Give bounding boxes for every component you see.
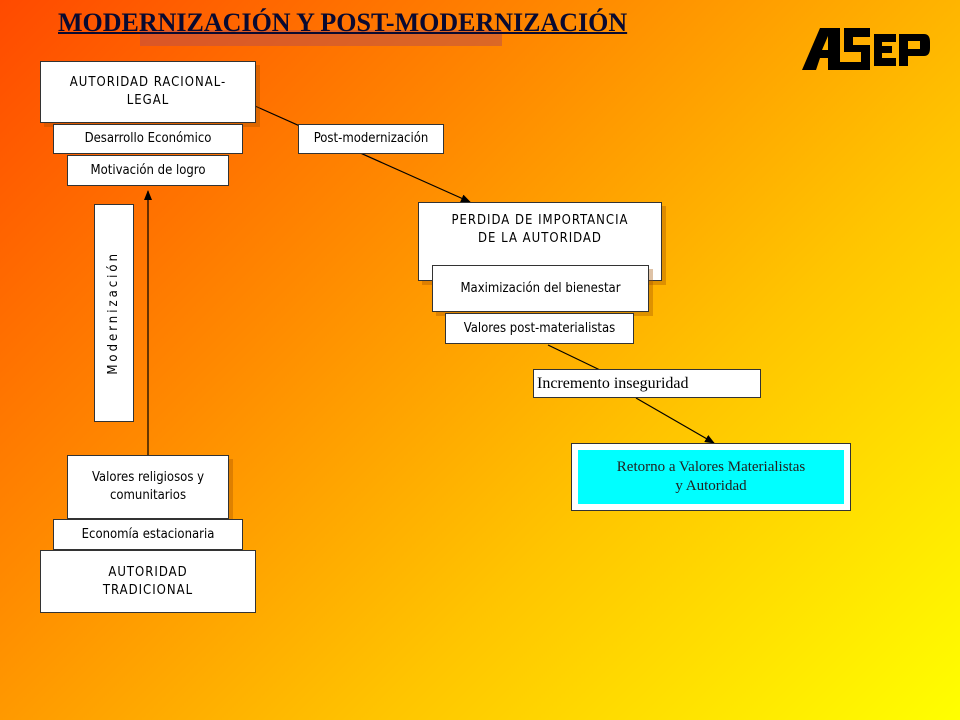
line-to-incremento — [548, 345, 600, 370]
node-perdida-line2: DE LA AUTORIDAD — [478, 230, 602, 246]
node-autoridad-tradicional — [40, 550, 256, 613]
node-maximizacion-bienestar: Maximización del bienestar — [432, 265, 649, 312]
node-retorno-materialistas — [571, 443, 851, 511]
node-autoridad-tradicional-line2: TRADICIONAL — [102, 582, 194, 598]
node-desarrollo-economico: Desarrollo Económico — [53, 124, 243, 154]
node-retorno-line2: y Autoridad — [675, 478, 747, 494]
node-economia-estacionaria: Economía estacionaria — [53, 519, 243, 550]
page-title: MODERNIZACIÓN Y POST-MODERNIZACIÓN — [58, 8, 628, 37]
node-retorno-line1: Retorno a Valores Materialistas — [616, 459, 806, 476]
node-modernizacion — [94, 204, 134, 422]
node-autoridad-tradicional-line1: AUTORIDAD — [108, 564, 188, 580]
node-autoridad-racional-line2: LEGAL — [126, 93, 170, 108]
node-retorno-inner — [578, 450, 844, 504]
node-valores-religiosos-line2: comunitarios — [109, 488, 187, 503]
node-autoridad-racional — [40, 61, 256, 123]
node-modernizacion-label: Modernización — [106, 251, 122, 375]
node-motivacion-logro: Motivación de logro — [67, 155, 229, 186]
arrow-to-perdida — [255, 106, 470, 202]
node-perdida-line1: PERDIDA DE IMPORTANCIA — [451, 213, 629, 228]
node-valores-post-materialistas: Valores post-materialistas — [445, 313, 634, 344]
node-autoridad-racional-line1: AUTORIDAD RACIONAL- — [69, 75, 227, 91]
node-valores-religiosos-line1: Valores religiosos y — [91, 470, 205, 486]
arrow-to-retorno — [636, 398, 714, 443]
node-post-modernizacion: Post-modernización — [298, 124, 444, 154]
node-incremento-inseguridad: Incremento inseguridad — [533, 369, 761, 398]
node-valores-religiosos — [67, 455, 229, 519]
